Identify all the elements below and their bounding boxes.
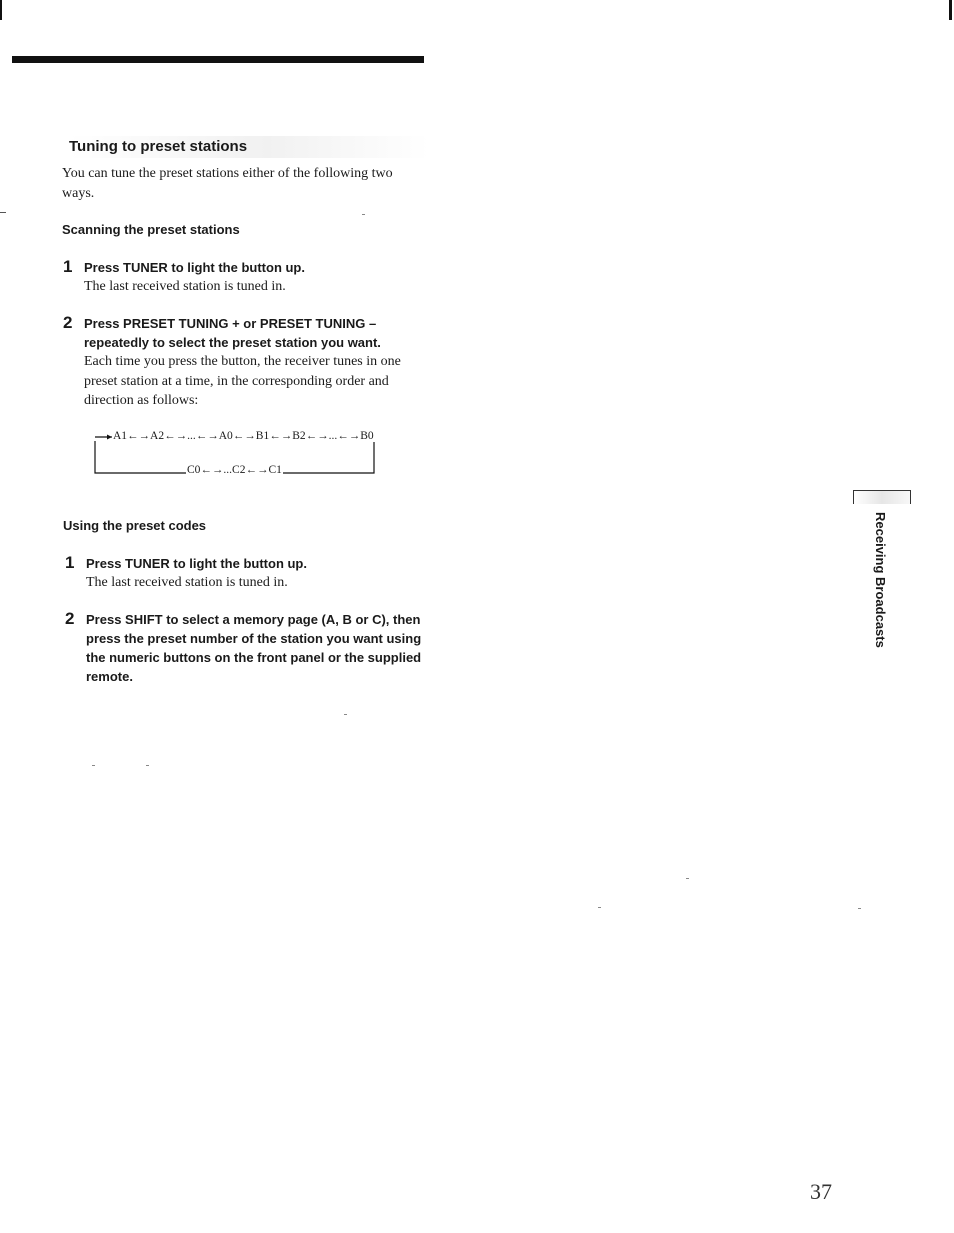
page-number: 37 [810, 1179, 832, 1204]
margin-tick [0, 212, 6, 213]
scan-speck [146, 765, 149, 766]
side-tab-label: Receiving Broadcasts [873, 512, 888, 648]
scanning-step-1-heading: Press TUNER to light the button up. [84, 260, 305, 275]
codes-step-2-number: 2 [65, 609, 75, 628]
section-rule [12, 56, 424, 63]
scan-speck [598, 907, 601, 908]
scanning-step-2-detail: Each time you press the button, the receiver tunes in one preset station at a time, in the corresponding order and direction as follows: [84, 354, 401, 408]
sequence-bottom-row: C0←→...C2←→C1 [187, 464, 282, 476]
scanning-step-1-detail: The last received station is tuned in. [84, 279, 286, 294]
intro-paragraph: You can tune the preset stations either of the following two ways. [62, 166, 393, 201]
scan-speck [362, 214, 365, 215]
scanning-heading: Scanning the preset stations [62, 222, 240, 237]
preset-sequence-diagram [92, 425, 382, 477]
scanning-step-1-number: 1 [63, 257, 73, 276]
codes-step-1-detail: The last received station is tuned in. [86, 575, 288, 590]
codes-step-2-heading: Press SHIFT to select a memory page (A, B or C), then press the preset number of the station you want using the numeric buttons on the front panel or the supplied remote. [86, 612, 422, 684]
scan-speck [858, 908, 861, 909]
codes-heading: Using the preset codes [63, 518, 207, 533]
side-tab-marker [853, 490, 911, 504]
codes-step-1-heading: Press TUNER to light the button up. [86, 556, 307, 571]
scan-speck [92, 765, 95, 766]
scan-speck [344, 714, 347, 715]
scanning-step-2-heading: Press PRESET TUNING + or PRESET TUNING – repeatedly to select the preset station you want. [84, 316, 381, 350]
scan-speck [686, 878, 689, 879]
crop-mark-left [0, 0, 2, 20]
scanning-step-2-number: 2 [63, 313, 73, 332]
section-title: Tuning to preset stations [69, 136, 429, 158]
sequence-top-row: A1←→A2←→...←→A0←→B1←→B2←→...←→B0 [113, 430, 374, 442]
crop-mark-right [949, 0, 952, 20]
codes-step-1-number: 1 [65, 553, 75, 572]
